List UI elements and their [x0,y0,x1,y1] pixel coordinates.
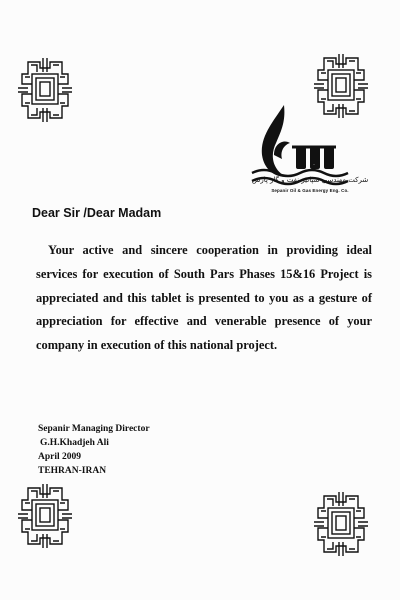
signer-name: G.H.Khadjeh Ali [40,438,109,448]
knot-ornament-top-left [14,54,76,126]
signature-block [38,422,150,478]
letter-date: April 2009 [38,452,82,462]
company-name-persian: شرکت مهندسی سپانیر نفت و گاز پارس [251,176,369,184]
letter-body: Your active and sincere cooperation in providing ideal services for execution of South Pars Phases 15&16 Project is appreciated and this tablet is presented to you as a gesture of appreciation for effective and venerable presence of your company in execution of this national project. [36,243,372,353]
signer-title: Sepanir Managing Director [38,424,150,434]
knot-ornament-bottom-left [14,480,76,552]
company-logo [244,88,376,206]
salutation: Dear Sir /Dear Madam [32,206,162,220]
knot-ornament-bottom-right [310,488,372,560]
letter-place: TEHRAN-IRAN [38,466,107,476]
logo-mark-text: SNI [313,165,315,166]
company-name-english: Sepanir Oil & Gas Energy Eng. Co. [271,188,349,193]
